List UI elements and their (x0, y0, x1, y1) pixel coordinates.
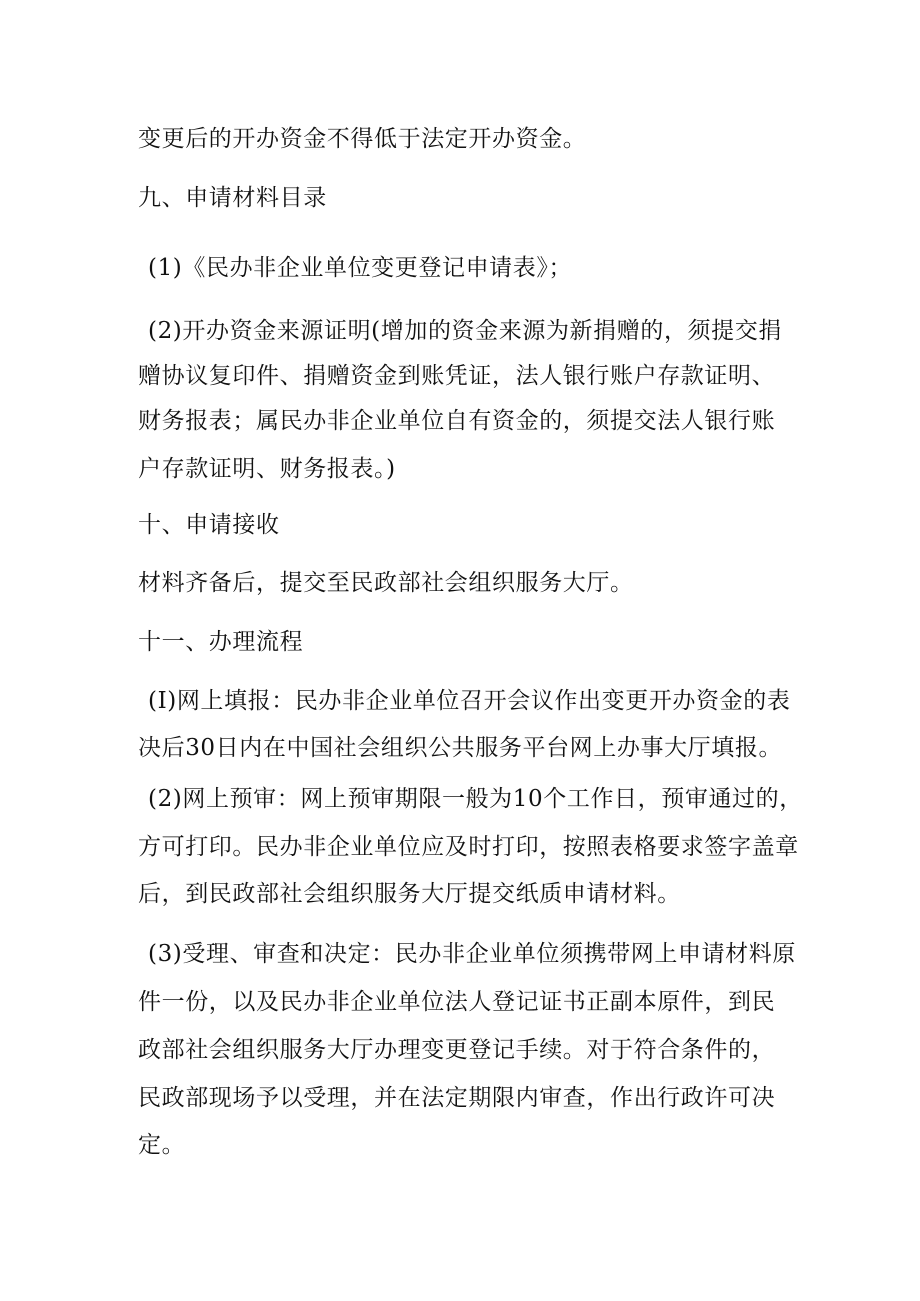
section-heading: 十一、办理流程 (138, 629, 304, 655)
text-line: 件一份，以及民办非企业单位法人登记证书正副本原件，到民 (138, 989, 776, 1015)
text-line: 材料齐备后，提交至民政部社会组织服务大厅。 (138, 570, 634, 596)
text-line: 财务报表；属民办非企业单位自有资金的，须提交法人银行账 (138, 408, 776, 434)
text-line: 赠协议复印件、捐赠资金到账凭证，法人银行账户存款证明、 (138, 363, 776, 389)
section-heading: 九、申请材料目录 (138, 185, 327, 211)
text-line: 民政部现场予以受理，并在法定期限内审查，作出行政许可决 (138, 1085, 776, 1111)
list-item: (1)《民办非企业单位变更登记申请表》； (148, 255, 573, 281)
list-item: (I)网上填报：民办非企业单位召开会议作出变更开办资金的表 (148, 688, 791, 714)
list-item: (2)开办资金来源证明(增加的资金来源为新捐赠的，须提交捐 (148, 318, 782, 344)
list-item: (3)受理、审查和决定：民办非企业单位须携带网上申请材料原 (148, 941, 796, 967)
text-line: 决后30日内在中国社会组织公共服务平台网上办事大厅填报。 (138, 735, 783, 761)
text-line: 户存款证明、财务报表。) (138, 456, 396, 482)
list-item: (2)网上预审：网上预审期限一般为10个工作日，预审通过的， (148, 786, 803, 812)
text-line: 变更后的开办资金不得低于法定开办资金。 (138, 126, 587, 152)
text-line: 后，到民政部社会组织服务大厅提交纸质申请材料。 (138, 881, 681, 907)
text-line: 定。 (138, 1132, 186, 1158)
text-line: 政部社会组织服务大厅办理变更登记手续。对于符合条件的， (138, 1037, 776, 1063)
text-line: 方可打印。民办非企业单位应及时打印，按照表格要求签字盖章 (138, 834, 799, 860)
section-heading: 十、申请接收 (138, 512, 280, 538)
